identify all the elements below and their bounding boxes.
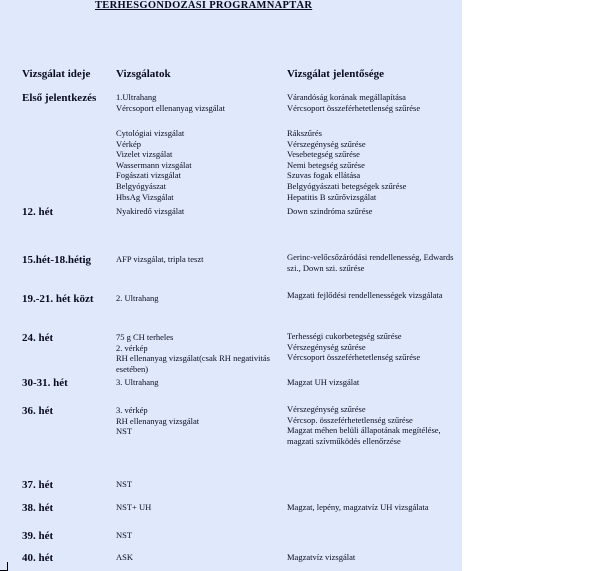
- exam-item: 75 g CH terheles: [116, 332, 174, 342]
- exam-item: Vizelet vizsgálat: [116, 149, 173, 160]
- exam-item: ASK: [116, 552, 134, 562]
- row-exams: [116, 377, 281, 388]
- meaning-item: Szuvas fogak ellátása: [287, 170, 361, 181]
- meaning-item: Várandóság korának megállapítása: [287, 92, 406, 102]
- meaning-item: Gerinc-velőcsőzáródási rendellenesség, Edwards szi., Down szi. szűrése: [287, 252, 454, 273]
- exam-item: NST: [116, 479, 133, 489]
- row-time: 15.hét-18.hétig: [22, 254, 92, 266]
- row-meaning: [287, 252, 459, 273]
- row-meaning: [287, 404, 459, 446]
- row-meaning: [287, 92, 459, 113]
- meaning-item: Vérszegénység szűrése: [287, 404, 366, 414]
- exam-item: Cytológiai vizsgálat: [116, 128, 185, 138]
- row-exams: [116, 293, 281, 304]
- row-time: 36. hét: [22, 405, 54, 417]
- row-time: 37. hét: [22, 479, 54, 491]
- row-exams: [116, 254, 281, 265]
- row-exams: [116, 405, 281, 437]
- exam-item: 1.Ultrahang: [116, 92, 157, 102]
- meaning-item: Magzat, lepény, magzatvíz UH vizsgálata: [287, 502, 429, 512]
- meaning-item: Nemi betegség szűrése: [287, 159, 365, 170]
- corner-marker: [0, 562, 8, 571]
- row-time: 40. hét: [22, 552, 54, 564]
- exam-item: 3. vérkép: [116, 405, 148, 415]
- meaning-item: Vérszegénység szűrése: [287, 138, 366, 149]
- meaning-item: Vesebetegség szűrése: [287, 149, 360, 160]
- row-time: 39. hét: [22, 530, 54, 542]
- row-time: 30-31. hét: [22, 377, 68, 389]
- exam-item: 3. Ultrahang: [116, 377, 159, 387]
- meaning-item: Magzat UH vizsgálat: [287, 377, 360, 387]
- row-exams: [116, 128, 281, 202]
- meaning-item: Vércsoport összeférhetetlenség szűrése: [287, 102, 421, 113]
- meaning-item: Magzatvíz vizsgálat: [287, 552, 356, 562]
- exam-item: NST+ UH: [116, 502, 152, 512]
- row-time: Első jelentkezés: [22, 92, 97, 104]
- row-meaning: [287, 502, 459, 513]
- meaning-item: Down szindróma szűrése: [287, 206, 373, 216]
- row-exams: [116, 92, 281, 113]
- meaning-item: Vércsop. összeférhetetlenség szűrése: [287, 414, 413, 425]
- exam-item: HbsAg Vizsgálat: [116, 191, 174, 202]
- meaning-item: Vérszegénység szűrése: [287, 341, 366, 352]
- row-exams: [116, 332, 281, 374]
- exam-item: Fogászati vizsgálat: [116, 170, 181, 181]
- row-time: 12. hét: [22, 206, 54, 218]
- row-meaning: [287, 290, 459, 301]
- meaning-item: Terhességi cukorbetegség szűrése: [287, 331, 402, 341]
- exam-item: 2. vérkép: [116, 342, 148, 353]
- meaning-item: Hepatitis B szűrővizsgálat: [287, 191, 377, 202]
- exam-item: Wassermann vizsgálat: [116, 159, 192, 170]
- meaning-item: Belgyógyászati betegségek szűrése: [287, 180, 407, 191]
- exam-item: 2. Ultrahang: [116, 293, 159, 303]
- row-time: 24. hét: [22, 332, 54, 344]
- row-meaning: [287, 331, 459, 363]
- row-time: 38. hét: [22, 502, 54, 514]
- page-title: TERHESGONDOZÁSI PROGRAMNAPTÁR: [95, 0, 313, 11]
- row-exams: [116, 206, 281, 217]
- exam-item: RH ellenanyag vizsgálat: [116, 415, 200, 426]
- exam-item: NST: [116, 530, 133, 540]
- meaning-item: Magzati fejlődési rendellenességek vizsgálata: [287, 290, 443, 300]
- meaning-item: Magzat méhen belüli állapotának megítélése, magzati szívműködés ellenőrzése: [287, 425, 441, 446]
- row-meaning: [287, 552, 459, 563]
- row-meaning: [287, 206, 459, 217]
- exam-item: Belgyógyászat: [116, 180, 167, 191]
- header-exams: Vizsgálatok: [116, 68, 171, 80]
- row-meaning: [287, 128, 459, 202]
- row-exams: [116, 479, 281, 490]
- exam-item: Vércsoport ellenanyag vizsgálat: [116, 102, 226, 113]
- row-exams: [116, 502, 281, 513]
- exam-item: NST: [116, 426, 133, 437]
- exam-item: Nyakiredő vizsgálat: [116, 206, 185, 216]
- row-exams: [116, 530, 281, 541]
- row-meaning: [287, 377, 459, 388]
- exam-item: AFP vizsgálat, tripla teszt: [116, 254, 204, 264]
- row-time: 19.-21. hét közt: [22, 293, 94, 305]
- exam-item: RH ellenanyag vizsgálat(csak RH negativitás esetében): [116, 353, 270, 374]
- header-meaning: Vizsgálat jelentősége: [287, 68, 385, 80]
- meaning-item: Rákszűrés: [287, 128, 322, 138]
- meaning-item: Vércsoport összeférhetetlenség szűrése: [287, 352, 421, 363]
- exam-item: Vérkép: [116, 138, 142, 149]
- header-time: Vizsgálat ideje: [22, 68, 91, 80]
- row-exams: [116, 552, 281, 563]
